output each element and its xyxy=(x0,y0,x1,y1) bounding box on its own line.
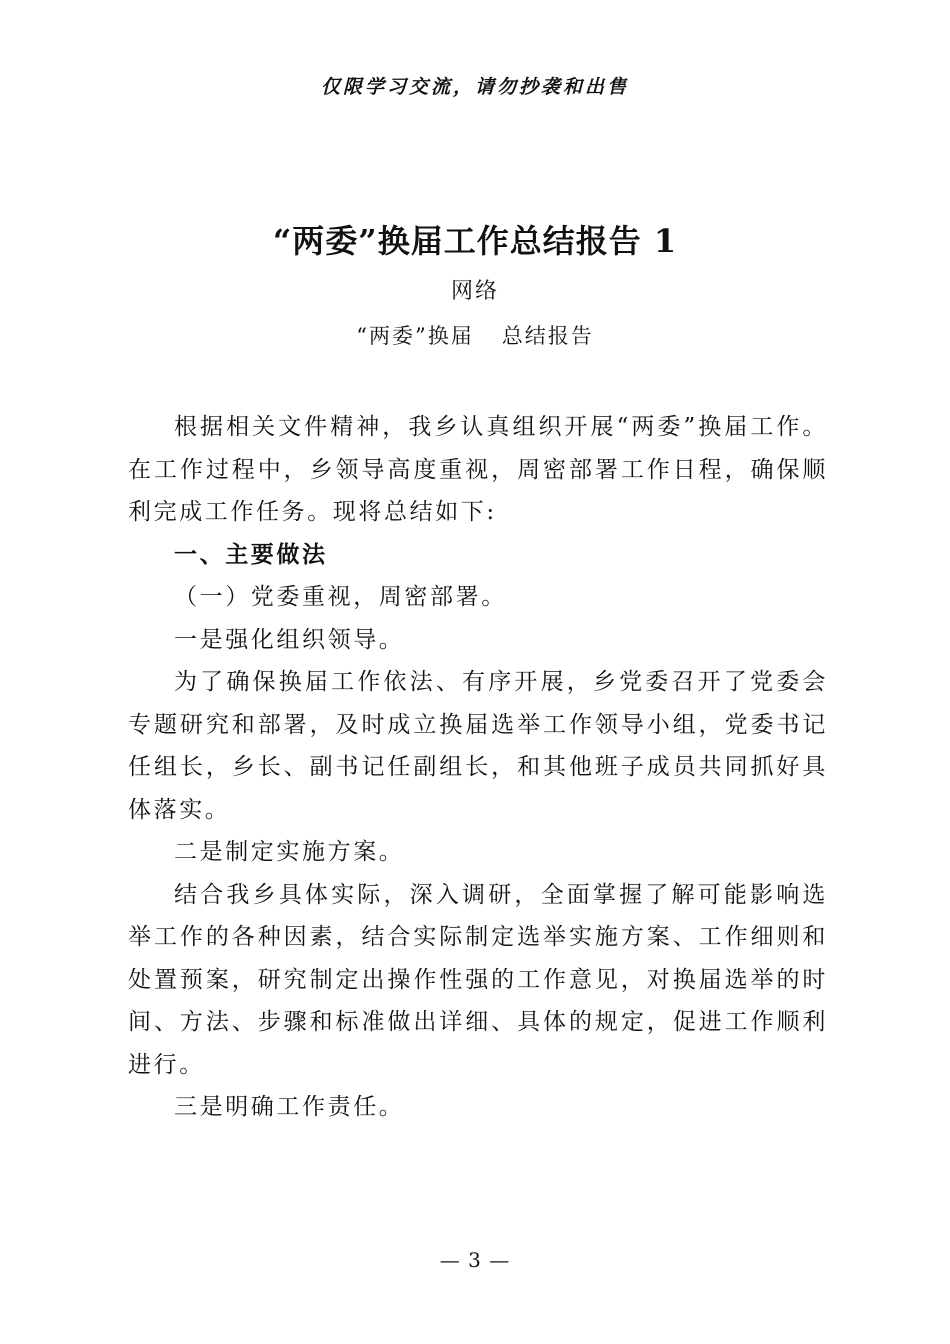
document-keywords xyxy=(0,320,950,350)
point-heading: 一是强化组织领导。 xyxy=(174,626,405,653)
header-disclaimer: 仅限学习交流，请勿抄袭和出售 xyxy=(320,76,629,98)
section-heading: 一、主要做法 xyxy=(174,540,328,568)
subsection-heading: （一）党委重视，周密部署。 xyxy=(174,584,507,610)
body-paragraph: 为了确保换届工作依法、有序开展，乡党委召开了党委会专题研究和部署，及时成立换届选举工作领导小组，党委书记任组长，乡长、副书记任副组长，和其他班子成员共同抓好具体落实。 xyxy=(128,669,828,823)
keyword: 总结报告 xyxy=(501,324,594,348)
body-paragraph: 结合我乡具体实际，深入调研，全面掌握了解可能影响选举工作的各种因素，结合实际制定选举实施方案、工作细则和处置预案，研究制定出操作性强的工作意见，对换届选举的时间、方法、步骤和标准做出详细、具体的规定，促进工作顺利进行。 xyxy=(128,881,828,1078)
document-source: 网络 xyxy=(450,279,499,304)
point-heading: 二是制定实施方案。 xyxy=(174,839,405,865)
intro-paragraph: 根据相关文件精神，我乡认真组织开展“两委”换届工作。在工作过程中，乡领导高度重视，周密部署工作日程，确保顺利完成工作任务。现将总结如下: xyxy=(128,414,828,525)
keyword: “两委”换届 xyxy=(356,324,474,348)
document-title: “两委”换届工作总结报告 1 xyxy=(272,222,678,260)
point-heading: 三是明确工作责任。 xyxy=(174,1094,405,1120)
page-number: — 3 — xyxy=(439,1248,511,1272)
document-body xyxy=(128,406,828,1129)
